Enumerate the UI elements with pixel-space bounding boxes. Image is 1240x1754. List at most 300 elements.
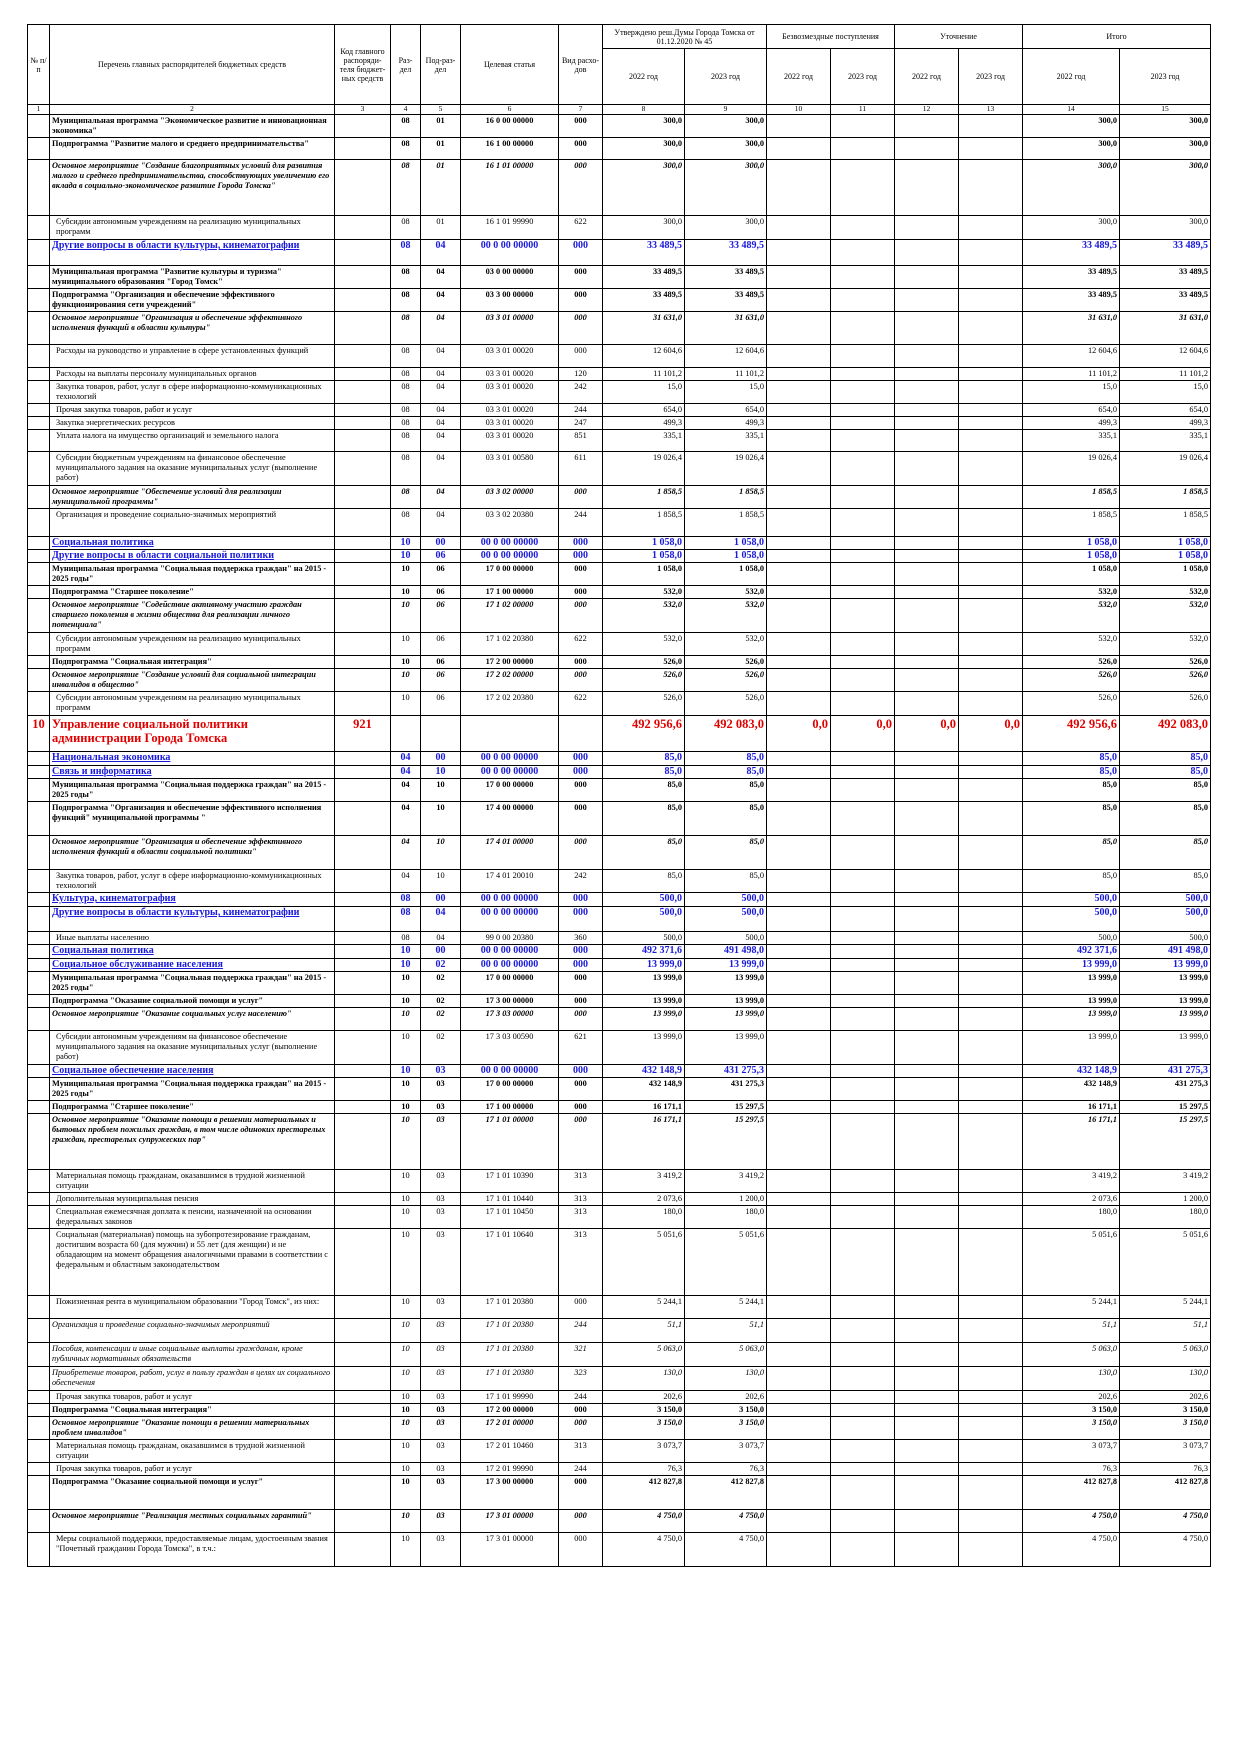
expense-type: 000 xyxy=(559,586,603,599)
column-number: 6 xyxy=(461,105,559,115)
expense-type: 000 xyxy=(559,563,603,586)
gratuitous-2023 xyxy=(831,802,895,836)
subsection-code: 03 xyxy=(421,1078,461,1101)
target-article: 00 0 00 00000 xyxy=(461,752,559,766)
row-number xyxy=(28,1031,50,1065)
admin-code xyxy=(335,1031,391,1065)
approved-2022: 3 073,7 xyxy=(603,1440,685,1463)
row-number xyxy=(28,656,50,669)
approved-2023: 202,6 xyxy=(685,1391,767,1404)
table-row xyxy=(28,368,1211,381)
total-2023: 13 999,0 xyxy=(1120,1031,1211,1065)
total-2022: 85,0 xyxy=(1023,870,1120,893)
clarification-2022 xyxy=(895,1114,959,1170)
gratuitous-2022 xyxy=(767,1296,831,1319)
admin-code xyxy=(335,266,391,289)
section-code: 10 xyxy=(391,599,421,633)
admin-code xyxy=(335,586,391,599)
row-number xyxy=(28,870,50,893)
expense-type: 120 xyxy=(559,368,603,381)
table-row xyxy=(28,599,1211,633)
clarification-2022 xyxy=(895,1170,959,1193)
section-code: 10 xyxy=(391,1417,421,1440)
admin-code xyxy=(335,1078,391,1101)
gratuitous-2022 xyxy=(767,266,831,289)
target-article: 17 3 03 00000 xyxy=(461,1008,559,1031)
gratuitous-2022 xyxy=(767,240,831,266)
total-2023: 15 297,5 xyxy=(1120,1101,1211,1114)
total-2022: 500,0 xyxy=(1023,893,1120,907)
total-2022: 11 101,2 xyxy=(1023,368,1120,381)
subsection-code: 06 xyxy=(421,599,461,633)
item-name: Прочая закупка товаров, работ и услуг xyxy=(50,1463,335,1476)
total-2022: 526,0 xyxy=(1023,669,1120,692)
total-2023: 431 275,3 xyxy=(1120,1078,1211,1101)
total-2023: 85,0 xyxy=(1120,766,1211,779)
gratuitous-2023 xyxy=(831,1319,895,1343)
clarification-2022 xyxy=(895,959,959,972)
gratuitous-2022 xyxy=(767,312,831,345)
gratuitous-2023 xyxy=(831,563,895,586)
approved-2022: 654,0 xyxy=(603,404,685,417)
table-row xyxy=(28,312,1211,345)
table-row xyxy=(28,586,1211,599)
admin-code xyxy=(335,893,391,907)
expense-type: 000 xyxy=(559,138,603,160)
gratuitous-2023 xyxy=(831,1008,895,1031)
admin-code xyxy=(335,945,391,959)
subsection-code: 10 xyxy=(421,779,461,802)
row-number xyxy=(28,240,50,266)
gratuitous-2023 xyxy=(831,1510,895,1533)
admin-code xyxy=(335,115,391,138)
approved-2023: 1 200,0 xyxy=(685,1193,767,1206)
target-article: 17 3 01 00000 xyxy=(461,1510,559,1533)
expense-type: 622 xyxy=(559,633,603,656)
expense-type: 242 xyxy=(559,381,603,404)
subsection-code: 04 xyxy=(421,368,461,381)
section-code: 10 xyxy=(391,1440,421,1463)
row-number xyxy=(28,1510,50,1533)
approved-2022: 532,0 xyxy=(603,599,685,633)
gratuitous-2023 xyxy=(831,656,895,669)
clarification-2023 xyxy=(959,289,1023,312)
row-number xyxy=(28,216,50,240)
subsection-code: 03 xyxy=(421,1065,461,1078)
table-row xyxy=(28,669,1211,692)
table-row xyxy=(28,1463,1211,1476)
section-code: 10 xyxy=(391,1078,421,1101)
clarification-2023 xyxy=(959,1008,1023,1031)
target-article: 16 1 01 99990 xyxy=(461,216,559,240)
item-name: Подпрограмма "Оказание социальной помощи и услуг" xyxy=(50,1476,335,1510)
admin-code xyxy=(335,1510,391,1533)
gratuitous-2022 xyxy=(767,509,831,537)
total-2023: 33 489,5 xyxy=(1120,240,1211,266)
gratuitous-2023: 0,0 xyxy=(831,716,895,752)
gratuitous-2023 xyxy=(831,1367,895,1391)
gratuitous-2022 xyxy=(767,1533,831,1567)
section-code: 10 xyxy=(391,1510,421,1533)
target-article: 17 1 00 00000 xyxy=(461,586,559,599)
gratuitous-2023 xyxy=(831,779,895,802)
total-2022: 5 244,1 xyxy=(1023,1296,1120,1319)
subsection-code xyxy=(421,716,461,752)
approved-2022: 13 999,0 xyxy=(603,995,685,1008)
table-row xyxy=(28,1510,1211,1533)
column-number: 13 xyxy=(959,105,1023,115)
table-row xyxy=(28,1078,1211,1101)
clarification-2023 xyxy=(959,945,1023,959)
total-2022: 76,3 xyxy=(1023,1463,1120,1476)
item-name: Основное мероприятие "Организация и обеспечение эффективного исполнения функций в области культуры" xyxy=(50,312,335,345)
total-2022: 85,0 xyxy=(1023,752,1120,766)
subsection-code: 01 xyxy=(421,216,461,240)
section-code: 08 xyxy=(391,932,421,945)
item-name: Социальная политика xyxy=(50,945,335,959)
row-number xyxy=(28,138,50,160)
subsection-code: 04 xyxy=(421,289,461,312)
clarification-2022 xyxy=(895,907,959,932)
table-row xyxy=(28,240,1211,266)
table-row xyxy=(28,716,1211,752)
section-code: 10 xyxy=(391,537,421,550)
admin-code xyxy=(335,138,391,160)
total-2022: 335,1 xyxy=(1023,430,1120,452)
approved-2022: 3 419,2 xyxy=(603,1170,685,1193)
section-code: 10 xyxy=(391,1008,421,1031)
gratuitous-2022 xyxy=(767,1343,831,1367)
admin-code xyxy=(335,1367,391,1391)
section-code: 08 xyxy=(391,289,421,312)
table-row xyxy=(28,1065,1211,1078)
gratuitous-2022 xyxy=(767,656,831,669)
clarification-2023 xyxy=(959,1319,1023,1343)
gratuitous-2022 xyxy=(767,138,831,160)
clarification-2023 xyxy=(959,633,1023,656)
clarification-2022 xyxy=(895,932,959,945)
total-2023: 33 489,5 xyxy=(1120,289,1211,312)
item-name: Материальная помощь гражданам, оказавшимся в трудной жизненной ситуации xyxy=(50,1170,335,1193)
approved-2022: 2 073,6 xyxy=(603,1193,685,1206)
row-number xyxy=(28,1391,50,1404)
row-number xyxy=(28,1065,50,1078)
target-article: 17 1 01 20380 xyxy=(461,1343,559,1367)
gratuitous-2022 xyxy=(767,1463,831,1476)
approved-2022: 526,0 xyxy=(603,692,685,716)
gratuitous-2022 xyxy=(767,633,831,656)
approved-2022: 13 999,0 xyxy=(603,1008,685,1031)
approved-2022: 180,0 xyxy=(603,1206,685,1229)
section-code xyxy=(391,716,421,752)
clarification-2022 xyxy=(895,404,959,417)
gratuitous-2023 xyxy=(831,1078,895,1101)
target-article: 17 1 02 00000 xyxy=(461,599,559,633)
item-name: Основное мероприятие "Оказание помощи в решении материальных проблем инвалидов" xyxy=(50,1417,335,1440)
clarification-2022 xyxy=(895,1463,959,1476)
target-article: 00 0 00 00000 xyxy=(461,550,559,563)
admin-code xyxy=(335,932,391,945)
total-2022: 3 150,0 xyxy=(1023,1404,1120,1417)
clarification-2023 xyxy=(959,1440,1023,1463)
item-name: Материальная помощь гражданам, оказавшимся в трудной жизненной ситуации xyxy=(50,1440,335,1463)
subsection-code: 06 xyxy=(421,656,461,669)
expense-type: 621 xyxy=(559,1031,603,1065)
clarification-2022 xyxy=(895,1319,959,1343)
expense-type xyxy=(559,716,603,752)
expense-type: 000 xyxy=(559,550,603,563)
approved-2023: 12 604,6 xyxy=(685,345,767,368)
approved-2023: 15 297,5 xyxy=(685,1114,767,1170)
gratuitous-2023 xyxy=(831,1101,895,1114)
gratuitous-2022 xyxy=(767,766,831,779)
gratuitous-2023 xyxy=(831,766,895,779)
admin-code xyxy=(335,1440,391,1463)
target-article: 03 3 01 00580 xyxy=(461,452,559,486)
clarification-2022 xyxy=(895,486,959,509)
total-2023: 492 083,0 xyxy=(1120,716,1211,752)
item-name: Культура, кинематография xyxy=(50,893,335,907)
gratuitous-2022 xyxy=(767,537,831,550)
column-number: 10 xyxy=(767,105,831,115)
table-row xyxy=(28,345,1211,368)
gratuitous-2023 xyxy=(831,1463,895,1476)
section-code: 10 xyxy=(391,1404,421,1417)
gratuitous-2022 xyxy=(767,893,831,907)
section-code: 04 xyxy=(391,766,421,779)
item-name: Муниципальная программа "Социальная поддержка граждан" на 2015 - 2025 годы" xyxy=(50,1078,335,1101)
clarification-2023 xyxy=(959,1101,1023,1114)
total-2023: 85,0 xyxy=(1120,870,1211,893)
total-2022: 3 073,7 xyxy=(1023,1440,1120,1463)
row-number xyxy=(28,368,50,381)
total-2022: 13 999,0 xyxy=(1023,959,1120,972)
approved-2023: 1 058,0 xyxy=(685,550,767,563)
total-2022: 526,0 xyxy=(1023,692,1120,716)
expense-type: 000 xyxy=(559,893,603,907)
gratuitous-2022 xyxy=(767,216,831,240)
expense-type: 313 xyxy=(559,1440,603,1463)
clarification-2022 xyxy=(895,1510,959,1533)
gratuitous-2023 xyxy=(831,430,895,452)
total-2022: 51,1 xyxy=(1023,1319,1120,1343)
approved-2022: 202,6 xyxy=(603,1391,685,1404)
expense-type: 000 xyxy=(559,486,603,509)
header-exptype: Вид расхо-дов xyxy=(559,25,603,105)
row-number xyxy=(28,802,50,836)
total-2022: 5 063,0 xyxy=(1023,1343,1120,1367)
target-article: 03 3 01 00020 xyxy=(461,381,559,404)
approved-2022: 300,0 xyxy=(603,160,685,216)
approved-2022: 432 148,9 xyxy=(603,1065,685,1078)
item-name: Основное мероприятие "Создание условий для социальной интеграции инвалидов в общество" xyxy=(50,669,335,692)
subsection-code: 10 xyxy=(421,802,461,836)
table-row xyxy=(28,870,1211,893)
clarification-2023 xyxy=(959,1391,1023,1404)
target-article: 17 3 00 00000 xyxy=(461,1476,559,1510)
total-2022: 130,0 xyxy=(1023,1367,1120,1391)
total-2023: 499,3 xyxy=(1120,417,1211,430)
subsection-code: 06 xyxy=(421,550,461,563)
clarification-2022 xyxy=(895,870,959,893)
total-2022: 3 419,2 xyxy=(1023,1170,1120,1193)
table-row xyxy=(28,537,1211,550)
approved-2023: 431 275,3 xyxy=(685,1078,767,1101)
section-code: 08 xyxy=(391,452,421,486)
gratuitous-2023 xyxy=(831,1391,895,1404)
clarification-2022 xyxy=(895,802,959,836)
table-row xyxy=(28,802,1211,836)
gratuitous-2023 xyxy=(831,312,895,345)
approved-2023: 19 026,4 xyxy=(685,452,767,486)
expense-type: 000 xyxy=(559,289,603,312)
expense-type: 000 xyxy=(559,779,603,802)
total-2023: 13 999,0 xyxy=(1120,995,1211,1008)
section-code: 10 xyxy=(391,1319,421,1343)
table-row xyxy=(28,995,1211,1008)
subsection-code: 04 xyxy=(421,240,461,266)
target-article: 17 4 01 20010 xyxy=(461,870,559,893)
clarification-2023 xyxy=(959,509,1023,537)
row-number xyxy=(28,537,50,550)
row-number xyxy=(28,599,50,633)
section-code: 10 xyxy=(391,550,421,563)
approved-2022: 300,0 xyxy=(603,216,685,240)
target-article: 17 4 00 00000 xyxy=(461,802,559,836)
expense-type: 313 xyxy=(559,1206,603,1229)
gratuitous-2023 xyxy=(831,599,895,633)
item-name: Муниципальная программа "Социальная поддержка граждан" на 2015 - 2025 годы" xyxy=(50,779,335,802)
clarification-2022 xyxy=(895,599,959,633)
expense-type: 000 xyxy=(559,160,603,216)
expense-type: 000 xyxy=(559,656,603,669)
item-name: Другие вопросы в области социальной политики xyxy=(50,550,335,563)
clarification-2023 xyxy=(959,656,1023,669)
gratuitous-2023 xyxy=(831,537,895,550)
table-row xyxy=(28,972,1211,995)
approved-2022: 500,0 xyxy=(603,907,685,932)
clarification-2023 xyxy=(959,1193,1023,1206)
subsection-code: 10 xyxy=(421,836,461,870)
total-2023: 13 999,0 xyxy=(1120,972,1211,995)
total-2023: 19 026,4 xyxy=(1120,452,1211,486)
approved-2023: 15 297,5 xyxy=(685,1101,767,1114)
header-gratuitous: Безвозмездные поступления xyxy=(767,25,895,49)
total-2023: 3 150,0 xyxy=(1120,1417,1211,1440)
table-row xyxy=(28,1404,1211,1417)
header-name: Перечень главных распорядителей бюджетных средств xyxy=(50,25,335,105)
item-name: Субсидии автономным учреждениям на реализацию муниципальных программ xyxy=(50,216,335,240)
clarification-2022: 0,0 xyxy=(895,716,959,752)
section-code: 10 xyxy=(391,1193,421,1206)
item-name: Подпрограмма "Социальная интеграция" xyxy=(50,1404,335,1417)
gratuitous-2022 xyxy=(767,430,831,452)
subsection-code: 03 xyxy=(421,1343,461,1367)
section-code: 10 xyxy=(391,586,421,599)
gratuitous-2023 xyxy=(831,1193,895,1206)
row-number xyxy=(28,586,50,599)
total-2023: 11 101,2 xyxy=(1120,368,1211,381)
total-2023: 300,0 xyxy=(1120,216,1211,240)
section-code: 08 xyxy=(391,486,421,509)
approved-2022: 13 999,0 xyxy=(603,1031,685,1065)
clarification-2023 xyxy=(959,766,1023,779)
row-number xyxy=(28,766,50,779)
clarification-2023 xyxy=(959,240,1023,266)
subsection-code: 04 xyxy=(421,907,461,932)
header-target: Целевая статья xyxy=(461,25,559,105)
section-code: 10 xyxy=(391,1031,421,1065)
subsection-code: 03 xyxy=(421,1417,461,1440)
item-name: Субсидии бюджетным учреждениям на финансовое обеспечение муниципального задания на оказание муниципальных услуг (выполнение работ) xyxy=(50,452,335,486)
admin-code xyxy=(335,1463,391,1476)
section-code: 10 xyxy=(391,959,421,972)
gratuitous-2022 xyxy=(767,907,831,932)
admin-code xyxy=(335,1206,391,1229)
approved-2023: 300,0 xyxy=(685,160,767,216)
approved-2022: 500,0 xyxy=(603,932,685,945)
expense-type: 000 xyxy=(559,1404,603,1417)
header-year: 2023 год xyxy=(685,49,767,105)
row-number xyxy=(28,1476,50,1510)
approved-2022: 85,0 xyxy=(603,802,685,836)
clarification-2023 xyxy=(959,115,1023,138)
admin-code xyxy=(335,563,391,586)
section-code: 10 xyxy=(391,1206,421,1229)
subsection-code: 03 xyxy=(421,1440,461,1463)
column-number: 7 xyxy=(559,105,603,115)
expense-type: 000 xyxy=(559,766,603,779)
clarification-2023 xyxy=(959,216,1023,240)
table-row xyxy=(28,1008,1211,1031)
admin-code: 921 xyxy=(335,716,391,752)
item-name: Подпрограмма "Организация и обеспечение эффективного исполнения функций" муниципальной программы " xyxy=(50,802,335,836)
target-article: 17 1 01 10450 xyxy=(461,1206,559,1229)
expense-type: 244 xyxy=(559,509,603,537)
table-row xyxy=(28,1533,1211,1567)
total-2022: 300,0 xyxy=(1023,160,1120,216)
total-2022: 85,0 xyxy=(1023,766,1120,779)
header-year: 2023 год xyxy=(831,49,895,105)
item-name: Социальное обеспечение населения xyxy=(50,1065,335,1078)
admin-code xyxy=(335,1101,391,1114)
approved-2023: 526,0 xyxy=(685,669,767,692)
clarification-2022 xyxy=(895,417,959,430)
approved-2022: 500,0 xyxy=(603,893,685,907)
row-number xyxy=(28,563,50,586)
gratuitous-2022 xyxy=(767,945,831,959)
approved-2022: 51,1 xyxy=(603,1319,685,1343)
gratuitous-2022 xyxy=(767,1101,831,1114)
table-row xyxy=(28,893,1211,907)
row-number xyxy=(28,312,50,345)
item-name: Субсидии автономным учреждениям на финансовое обеспечение муниципального задания на оказание муниципальных услуг (выполнение работ) xyxy=(50,1031,335,1065)
clarification-2023 xyxy=(959,160,1023,216)
item-name: Меры социальной поддержки, предоставляемые лицам, удостоенным звания "Почетный гражданин Города Томска", в т.ч.: xyxy=(50,1533,335,1567)
header-year: 2023 год xyxy=(959,49,1023,105)
clarification-2022 xyxy=(895,1065,959,1078)
approved-2023: 130,0 xyxy=(685,1367,767,1391)
table-row xyxy=(28,160,1211,216)
table-row xyxy=(28,1170,1211,1193)
approved-2023: 4 750,0 xyxy=(685,1533,767,1567)
target-article: 17 0 00 00000 xyxy=(461,972,559,995)
gratuitous-2023 xyxy=(831,509,895,537)
admin-code xyxy=(335,430,391,452)
approved-2023: 33 489,5 xyxy=(685,289,767,312)
item-name: Основное мероприятие "Оказание социальных услуг населению" xyxy=(50,1008,335,1031)
total-2023: 5 051,6 xyxy=(1120,1229,1211,1296)
